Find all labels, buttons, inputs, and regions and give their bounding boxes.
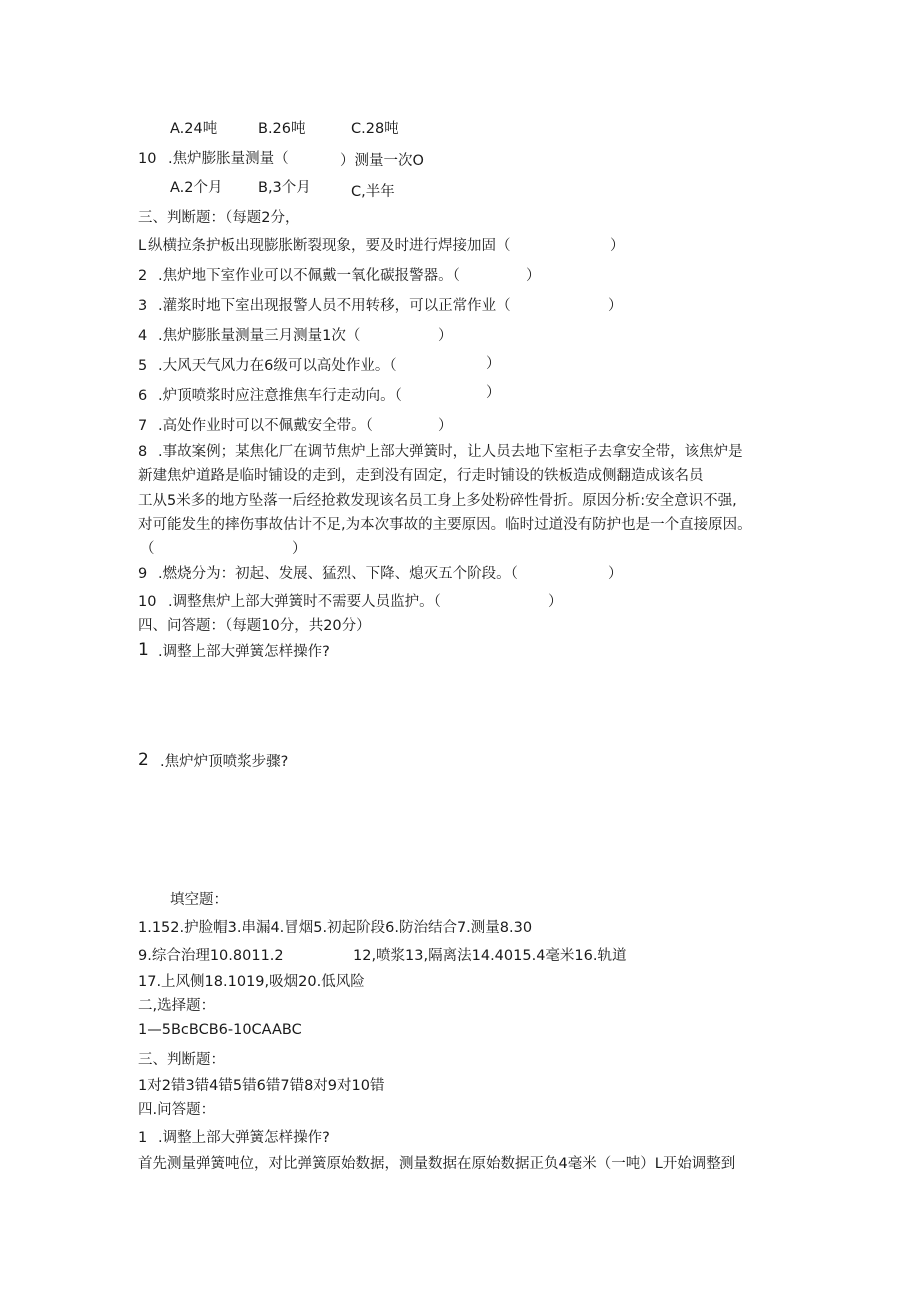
judge-item-2-number: 2: [138, 268, 148, 284]
judge-item-9-text: .燃烧分为：初起、发展、猛烈、下降、熄灭五个阶段。（: [158, 566, 518, 582]
answer-choice-title: 二,选择题：: [138, 998, 216, 1014]
answer-fill-line-2a: 9.综合治理10.8011.2: [138, 948, 284, 964]
q9-option-c: C.28吨: [351, 121, 399, 137]
judge-item-8-number: 8: [138, 444, 148, 460]
answer-fill-line-3: 17.上风侧18.1019,吸烟20.低风险: [138, 974, 365, 990]
judge-item-1-close: ）: [610, 238, 625, 254]
answer-qa-1-number: 1: [138, 1130, 148, 1146]
judge-item-6-text: .炉顶喷浆时应注意推焦车行走动向。（: [158, 388, 402, 404]
answer-fill-line-1: 1.152.护脸帽3.串漏4.冒烟5.初起阶段6.防治结合7.测量8.30: [138, 920, 533, 936]
judge-item-8-line-3: 工从5米多的地方坠落一后经抢救发现该名员工身上多处粉碎性骨折。原因分析:安全意识不强,: [138, 493, 737, 509]
judge-item-8-open: （: [140, 541, 155, 557]
answer-qa-1-body: 首先测量弹簧吨位，对比弹簧原始数据，测量数据在原始数据正负4毫米（一吨）L开始调整到: [138, 1156, 736, 1172]
q9-option-a: A.24吨: [170, 121, 218, 137]
answer-judge-line: 1对2错3错4错5错6错7错8对9对10错: [138, 1078, 385, 1094]
answer-qa-title: 四.问答题：: [138, 1102, 216, 1118]
judge-item-2-text: .焦炉地下室作业可以不佩戴一氧化碳报警器。（: [158, 268, 460, 284]
qa-1-number: 1: [138, 640, 149, 660]
judge-item-3-text: .灌浆时地下室出现报警人员不用转移，可以正常作业（: [158, 298, 511, 314]
judge-item-5-number: 5: [138, 358, 148, 374]
judge-item-3-number: 3: [138, 298, 148, 314]
judge-item-4-number: 4: [138, 328, 148, 344]
qa-2-text: .焦炉炉顶喷浆步骤?: [160, 754, 289, 770]
q10-option-b: B,3个月: [258, 180, 311, 196]
section-4-title: 四、问答题：（每题10分，共20分）: [138, 618, 371, 634]
judge-item-5-text: .大风天气风力在6级可以高处作业。（: [158, 358, 397, 374]
judge-item-10-text: .调整焦炉上部大弹簧时不需要人员监护。（: [168, 594, 441, 610]
judge-item-9-number: 9: [138, 566, 148, 582]
answer-choice-line: 1—5BcBCB6-10CAABC: [138, 1022, 302, 1038]
judge-item-5-close: ）: [486, 356, 501, 372]
judge-item-8-line-4: 对可能发生的摔伤事故估计不足,为本次事故的主要原因。临时过道没有防护也是一个直接原因。: [138, 517, 752, 533]
judge-item-6-number: 6: [138, 388, 148, 404]
judge-item-3-close: ）: [608, 298, 623, 314]
qa-2-number: 2: [138, 750, 149, 770]
judge-item-2-close: ）: [526, 268, 541, 284]
answer-judge-title: 三、判断题：: [138, 1052, 225, 1068]
judge-item-8-line-2: 新建焦炉道路是临时铺设的走到，走到没有固定，行走时铺设的铁板造成侧翻造成该名员: [138, 468, 704, 484]
judge-item-4-text: .焦炉膨胀量测量三月测量1次（: [158, 328, 361, 344]
judge-item-4-close: ）: [438, 328, 453, 344]
judge-item-6-close: ）: [486, 385, 501, 401]
qa-1-text: .调整上部大弹簧怎样操作?: [158, 644, 330, 660]
q10-option-a: A.2个月: [170, 180, 223, 196]
judge-item-1-number: L: [138, 238, 147, 254]
section-3-title: 三、判断题：（每题2分，: [138, 210, 300, 226]
q10-text: .焦炉膨胀量测量（: [168, 151, 289, 167]
judge-item-8-close: ）: [292, 541, 307, 557]
judge-item-7-close: ）: [438, 418, 453, 434]
judge-item-1-text: 纵横拉条护板出现膨胀断裂现象，要及时进行焊接加固（: [148, 238, 511, 254]
q10-number: 10: [138, 151, 157, 167]
judge-item-10-number: 10: [138, 594, 157, 610]
q10-paren: ）测量一次O: [340, 153, 424, 169]
judge-item-7-number: 7: [138, 418, 148, 434]
judge-item-10-close: ）: [548, 594, 563, 610]
q9-option-b: B.26吨: [258, 121, 306, 137]
answer-fill-title: 填空题：: [170, 892, 228, 908]
q10-option-c: C,半年: [351, 184, 395, 200]
judge-item-7-text: .高处作业时可以不佩戴安全带。（: [158, 418, 373, 434]
judge-item-9-close: ）: [608, 566, 623, 582]
answer-qa-1-text: .调整上部大弹簧怎样操作?: [158, 1130, 330, 1146]
judge-item-8-line-1: .事故案例；某焦化厂在调节焦炉上部大弹簧时，让人员去地下室柜子去拿安全带，该焦炉是: [158, 444, 743, 460]
answer-fill-line-2b: 12,喷浆13,隔离法14.4015.4毫米16.轨道: [353, 948, 627, 964]
